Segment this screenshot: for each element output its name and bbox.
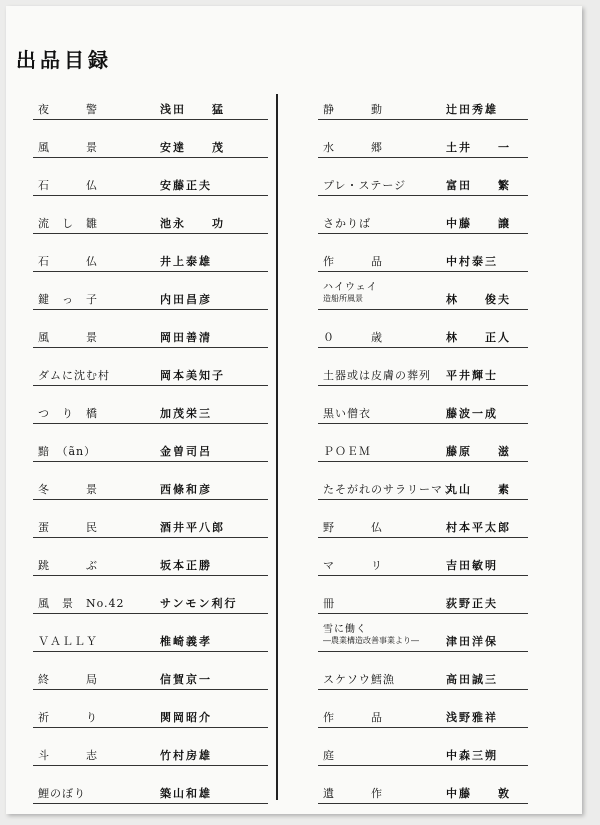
entry-title: 黯 （ãn） [38, 445, 97, 458]
entry-artist: 安藤正夫 [160, 179, 212, 192]
entry-row [318, 690, 528, 728]
entry-artist: 藤原 滋 [446, 445, 511, 458]
entry-title: 作 品 [323, 711, 383, 724]
entry-row [318, 462, 528, 500]
entry-row [33, 348, 268, 386]
entry-title: 蛋 民 [38, 521, 98, 534]
entry-title: スケソウ鱈漁 [323, 673, 395, 686]
entry-artist: 安達 茂 [160, 141, 225, 154]
entry-row [318, 576, 528, 614]
entry-artist: 竹村房雄 [160, 749, 212, 762]
entry-title: 鍵 っ 子 [38, 293, 98, 306]
entry-title: 冊 [323, 597, 335, 610]
entry-row [33, 82, 268, 120]
entry-artist: 築山和雄 [160, 787, 212, 800]
entry-subtitle: ―農業構造改善事業より― [323, 636, 419, 645]
entry-artist: 丸山 素 [446, 483, 511, 496]
entry-artist: 信賀京一 [160, 673, 212, 686]
entry-artist: 吉田敏明 [446, 559, 498, 572]
entry-row [318, 196, 528, 234]
entry-row [318, 158, 528, 196]
entry-title: 石 仏 [38, 255, 98, 268]
entry-row [318, 766, 528, 804]
entry-artist: 西條和彦 [160, 483, 212, 496]
entry-artist: 岡本美知子 [160, 369, 225, 382]
entry-row [33, 766, 268, 804]
entry-title: 風 景 [38, 141, 98, 154]
entry-artist: 中森三朔 [446, 749, 498, 762]
entry-row [318, 82, 528, 120]
entry-artist: 中藤 譲 [446, 217, 511, 230]
entry-row [33, 538, 268, 576]
entry-row [318, 234, 528, 272]
entry-row [318, 652, 528, 690]
entry-row [318, 500, 528, 538]
entry-artist: 津田洋保 [446, 635, 498, 648]
entry-row [33, 614, 268, 652]
entry-title: ダムに沈む村 [38, 369, 110, 382]
entry-artist: 富田 繁 [446, 179, 511, 192]
entry-row [33, 462, 268, 500]
entry-row [33, 728, 268, 766]
entry-row [33, 386, 268, 424]
entry-title: 野 仏 [323, 521, 383, 534]
entry-artist: 林 俊夫 [446, 293, 511, 306]
entry-artist: 土井 一 [446, 141, 511, 154]
entry-artist: 関岡昭介 [160, 711, 212, 724]
entry-artist: サンモン利行 [160, 597, 238, 610]
entry-title: 流 し 雛 [38, 217, 98, 230]
entry-title: 水 郷 [323, 141, 383, 154]
entry-title: 遺 作 [323, 787, 383, 800]
entry-title: 跳 ぶ [38, 559, 98, 572]
entry-row [318, 348, 528, 386]
entry-artist: 中村泰三 [446, 255, 498, 268]
entry-title: プレ・ステージ [323, 179, 407, 192]
entry-row [33, 196, 268, 234]
entry-title: 鯉のぼり [38, 787, 86, 800]
entry-row [318, 424, 528, 462]
entry-title: さかりば [323, 217, 371, 230]
entry-artist: 高田誠三 [446, 673, 498, 686]
entry-title: 黒い僧衣 [323, 407, 371, 420]
entry-artist: 井上泰雄 [160, 255, 212, 268]
entry-title: 夜 警 [38, 103, 98, 116]
entry-row [33, 310, 268, 348]
entry-title-main: ハイウェイ [323, 282, 378, 293]
entry-title: ＰＯＥＭ [323, 445, 371, 458]
entry-title: つ り 橋 [38, 407, 98, 420]
entry-title: 斗 志 [38, 749, 98, 762]
catalog-page [6, 6, 582, 814]
page-title: 出品目録 [16, 48, 112, 72]
entry-row [33, 690, 268, 728]
entry-title: 終 局 [38, 673, 98, 686]
entry-title: 土器或は皮膚の葬列 [323, 369, 431, 382]
entry-artist: 金曽司呂 [160, 445, 212, 458]
entry-title [323, 282, 378, 304]
entry-row [318, 386, 528, 424]
entry-artist: 坂本正勝 [160, 559, 212, 572]
entry-title: 作 品 [323, 255, 383, 268]
entry-title: たそがれのサラリーマン [323, 483, 455, 496]
entry-row [33, 158, 268, 196]
entry-artist: 村本平太郎 [446, 521, 511, 534]
entry-row [33, 234, 268, 272]
entry-artist: 酒井平八郎 [160, 521, 225, 534]
entry-artist: 荻野正夫 [446, 597, 498, 610]
entry-title: ＶＡＬＬＹ [38, 635, 98, 648]
entry-row [33, 272, 268, 310]
entry-title: マ リ [323, 559, 383, 572]
right-column [318, 82, 528, 804]
entry-title: 風 景 No.42 [38, 597, 125, 610]
entry-row [33, 652, 268, 690]
entry-row [318, 272, 528, 310]
entry-title: 風 景 [38, 331, 98, 344]
left-column [33, 82, 268, 804]
entry-artist: 内田昌彦 [160, 293, 212, 306]
entry-row [318, 310, 528, 348]
entry-artist: 浅野雅祥 [446, 711, 498, 724]
entry-row [33, 424, 268, 462]
entry-subtitle: 造船所風景 [323, 294, 363, 303]
entry-title: 静 動 [323, 103, 383, 116]
entry-artist: 浅田 猛 [160, 103, 225, 116]
entry-artist: 平井輝士 [446, 369, 498, 382]
column-divider [276, 94, 278, 800]
entry-title: 石 仏 [38, 179, 98, 192]
entry-artist: 岡田善清 [160, 331, 212, 344]
entry-artist: 辻田秀雄 [446, 103, 498, 116]
entry-title: 庭 [323, 749, 335, 762]
entry-title: 冬 景 [38, 483, 98, 496]
entry-artist: 藤波一成 [446, 407, 498, 420]
entry-row [33, 500, 268, 538]
entry-title-main: 雪に働く [323, 624, 367, 635]
entry-artist: 加茂栄三 [160, 407, 212, 420]
entry-artist: 池永 功 [160, 217, 225, 230]
entry-artist: 林 正人 [446, 331, 511, 344]
entry-title: ０ 歳 [323, 331, 383, 344]
entry-row [33, 120, 268, 158]
entry-row [318, 120, 528, 158]
entry-row [33, 576, 268, 614]
entry-artist: 中藤 敦 [446, 787, 511, 800]
entry-artist: 椎崎義孝 [160, 635, 212, 648]
entry-row [318, 614, 528, 652]
entry-title [323, 624, 419, 646]
entry-row [318, 728, 528, 766]
entry-title: 祈 り [38, 711, 98, 724]
entry-row [318, 538, 528, 576]
